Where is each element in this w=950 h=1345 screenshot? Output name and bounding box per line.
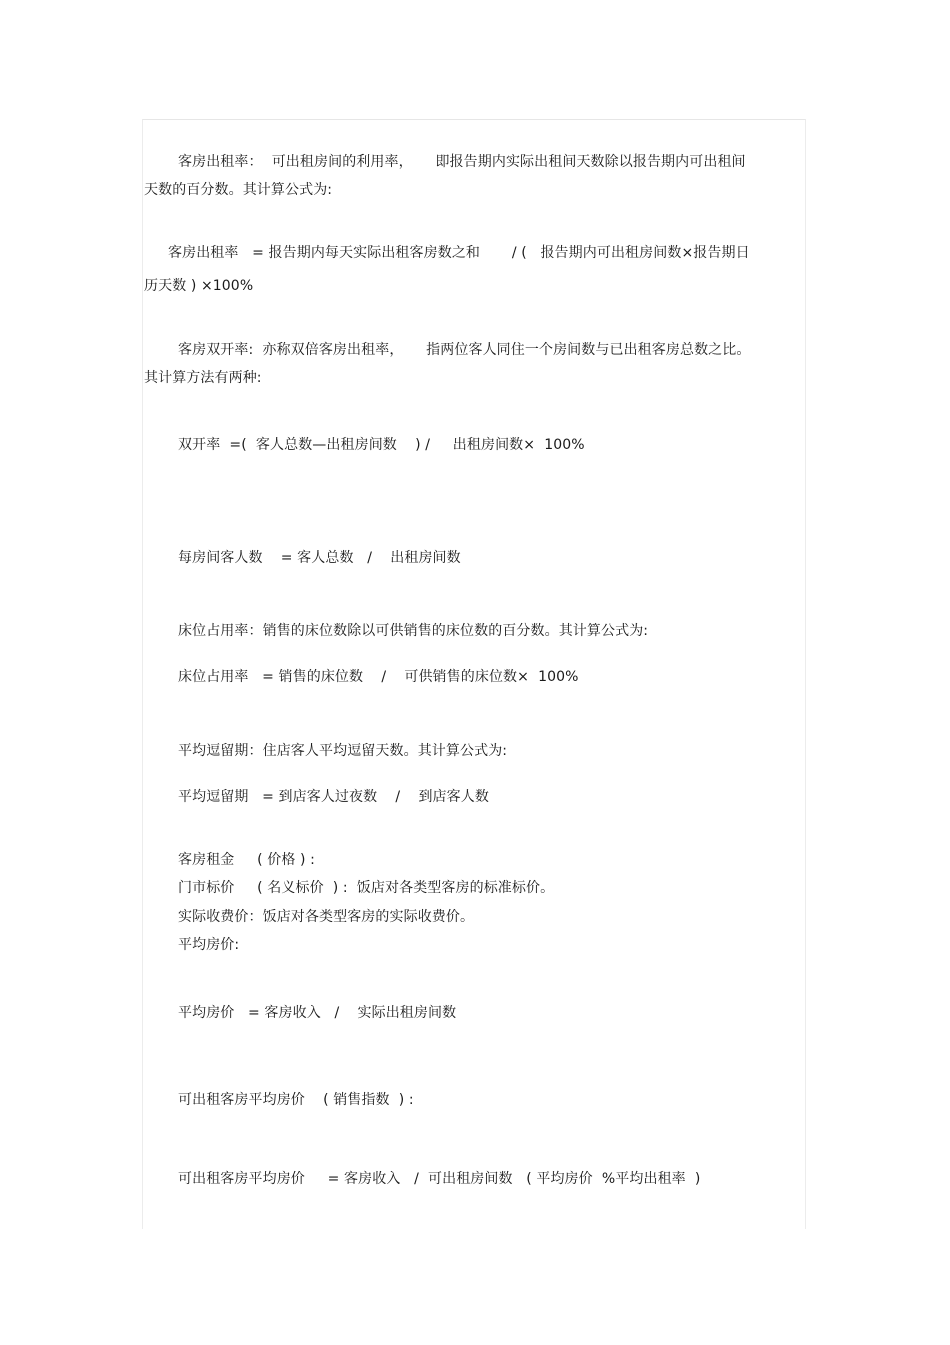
- revpar-formula: 可出租客房平均房价 = 客房收入 / 可出租房间数 ( 平均房价 %平均出租率 ): [178, 1171, 701, 1187]
- rack-rate-definition: 门市标价 ( 名义标价 ) : 饭店对各类型客房的标准标价。: [178, 880, 555, 896]
- bed-occupancy-formula: 床位占用率 = 销售的床位数 / 可供销售的床位数× 100%: [178, 669, 579, 685]
- bed-occupancy-definition: 床位占用率：销售的床位数除以可供销售的床位数的百分数。其计算公式为:: [178, 623, 649, 639]
- average-rate-formula: 平均房价 = 客房收入 / 实际出租房间数: [178, 1005, 457, 1021]
- actual-rate-definition: 实际收费价：饭店对各类型客房的实际收费价。: [178, 909, 475, 925]
- occupancy-rate-definition-cont: 天数的百分数。其计算公式为:: [144, 182, 333, 198]
- average-stay-formula: 平均逗留期 = 到店客人过夜数 / 到店客人数: [178, 789, 489, 805]
- average-rate-heading: 平均房价:: [178, 937, 240, 953]
- double-occupancy-formula: 双开率 =( 客人总数—出租房间数 ) / 出租房间数× 100%: [178, 437, 585, 453]
- average-stay-definition: 平均逗留期：住店客人平均逗留天数。其计算公式为:: [178, 743, 508, 759]
- room-rent-heading: 客房租金 ( 价格 ) :: [178, 852, 315, 868]
- guests-per-room-formula: 每房间客人数 = 客人总数 / 出租房间数: [178, 550, 461, 566]
- double-occupancy-definition: 客房双开率: 亦称双倍客房出租率， 指两位客人同住一个房间数与已出租客房总数之比。: [178, 342, 751, 358]
- occupancy-rate-formula: 客房出租率 = 报告期内每天实际出租客房数之和 / ( 报告期内可出租房间数×报告期日: [168, 245, 750, 261]
- occupancy-rate-definition: 客房出租率： 可出租房间的利用率， 即报告期内实际出租间天数除以报告期内可出租间: [178, 154, 746, 170]
- revpar-heading: 可出租客房平均房价 ( 销售指数 ) :: [178, 1092, 414, 1108]
- occupancy-rate-formula-cont: 历天数 ) ×100%: [144, 278, 254, 294]
- double-occupancy-definition-cont: 其计算方法有两种:: [144, 370, 262, 386]
